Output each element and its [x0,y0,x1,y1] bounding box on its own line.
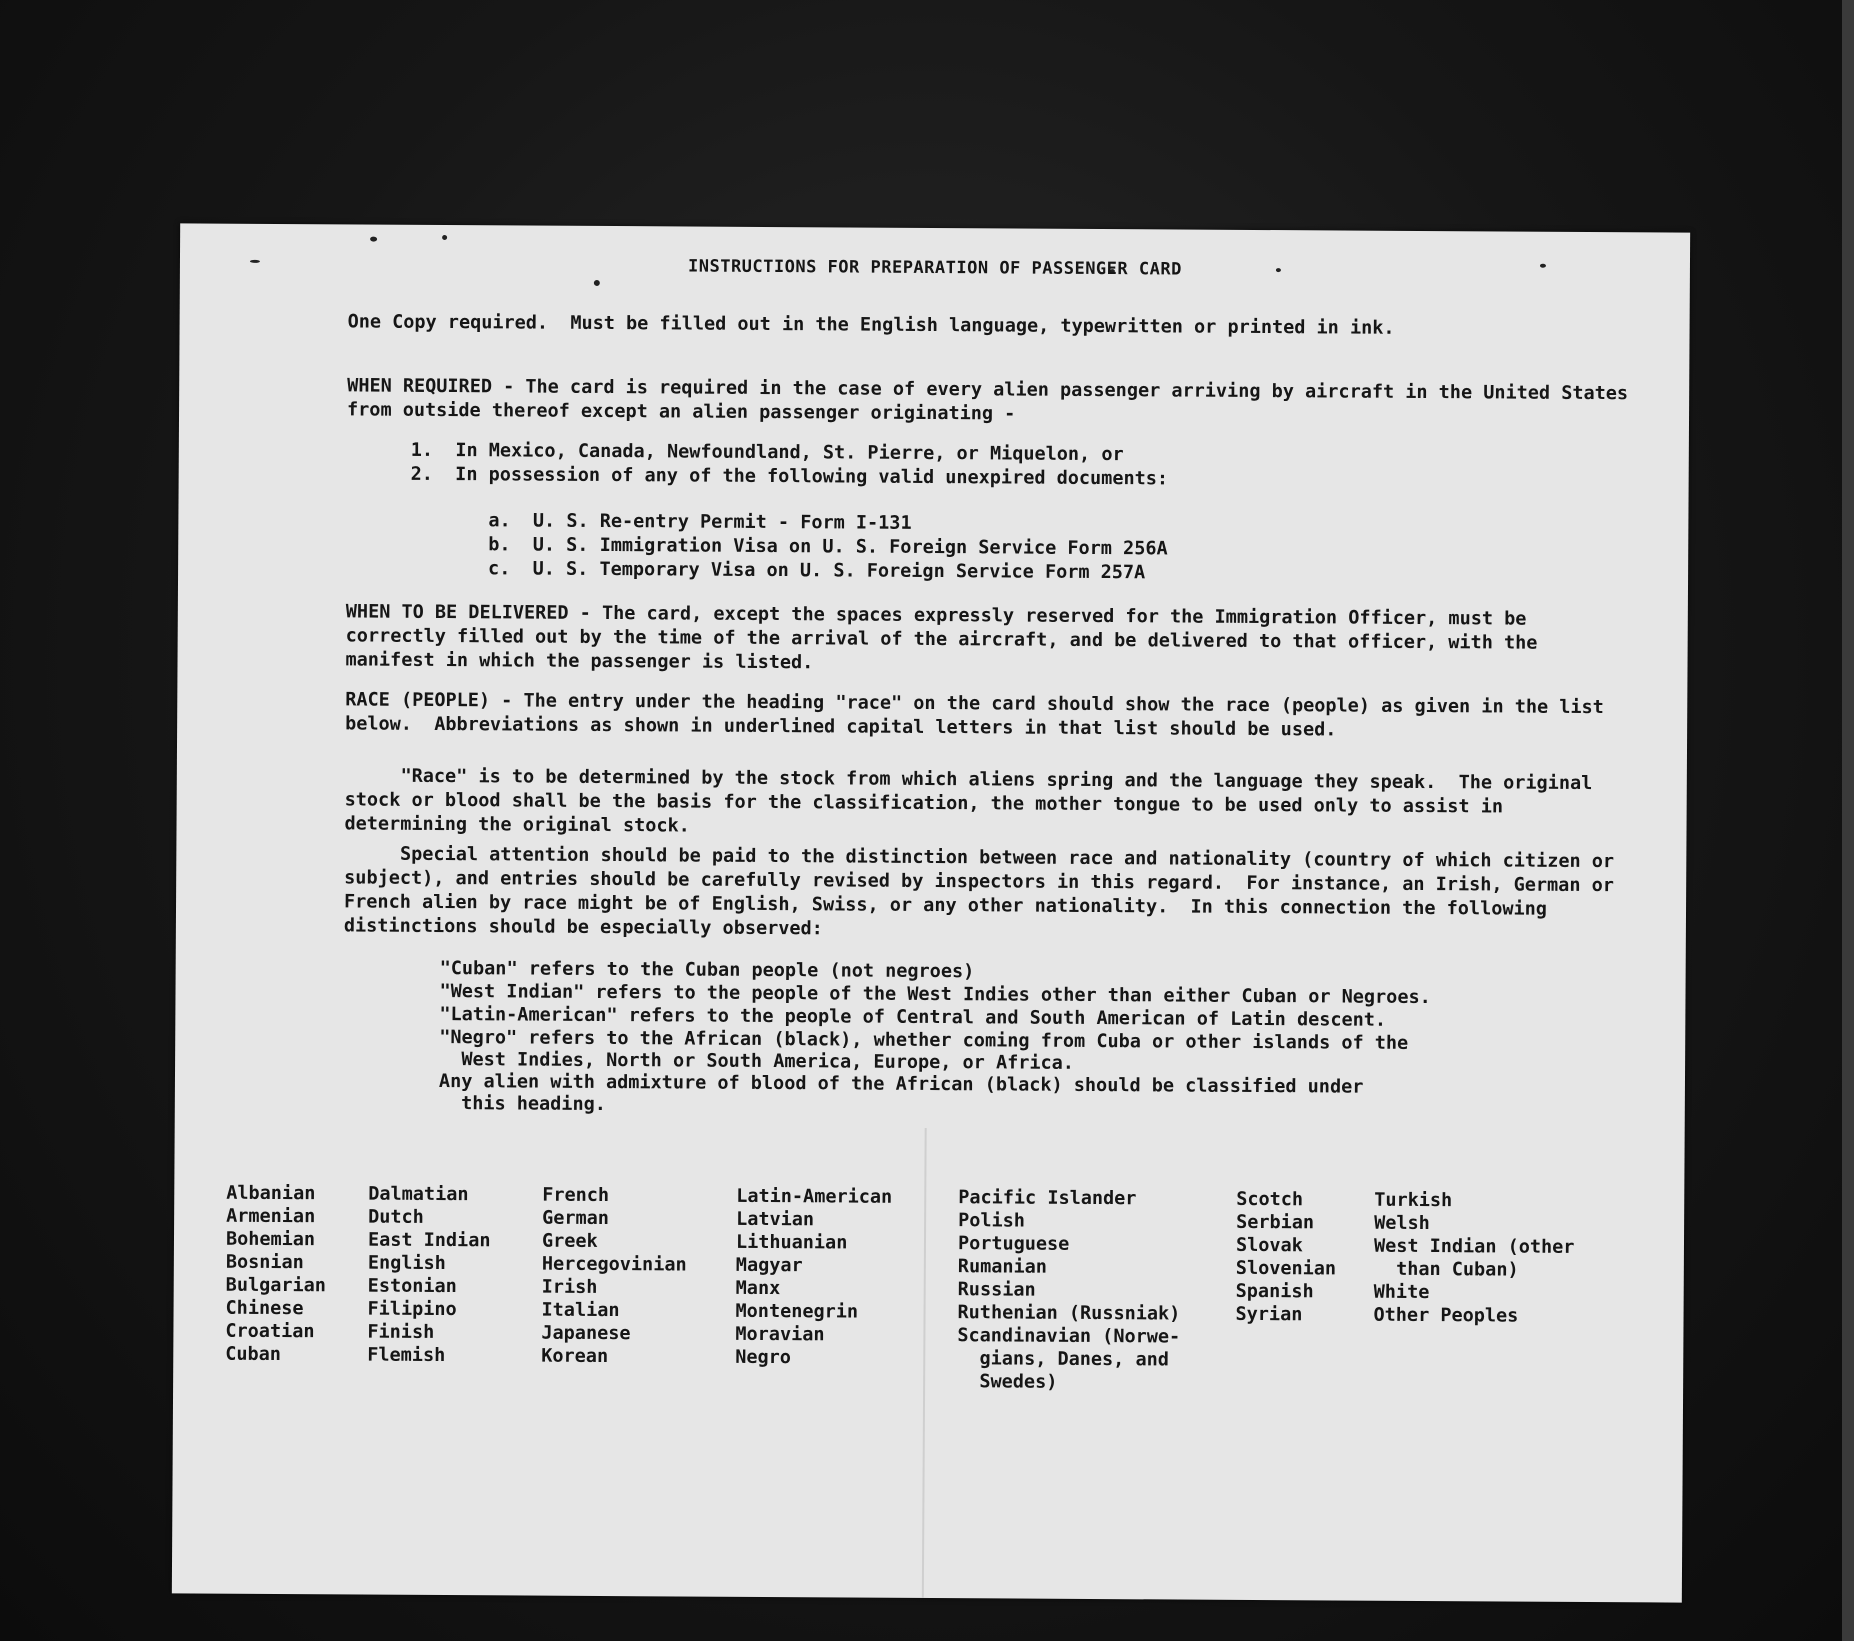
race-entry: Portuguese [957,1233,1070,1255]
copy-paragraph: One Copy required. Must be filled out in the English language, typewritten or printed in ink. [347,311,1395,339]
ink-speck [442,235,447,240]
race-entry: Slovenian [1235,1257,1337,1280]
race-entry: Flemish [367,1344,446,1367]
distinction-line: Any alien with admixture of blood of the African (black) should be classified under [438,1070,1364,1098]
race-entry: Pacific Islander [958,1187,1137,1210]
race-entry: Bohemian [225,1228,316,1251]
race-entry: Estonian [367,1275,457,1298]
race-entry: Syrian [1235,1303,1303,1326]
race-entry: Negro [735,1346,792,1369]
race-entry: Scotch [1236,1188,1304,1211]
distinction-line: "Latin-American" refers to the people of Central and South American of Latin descent. [439,1003,1387,1031]
race-entry: Serbian [1236,1211,1315,1234]
race-entry: Lithuanian [735,1231,848,1254]
race-entry: Spanish [1235,1280,1314,1303]
race-list-column-1 [225,1182,326,1367]
race-entry: French [542,1184,610,1207]
distinction-line: "Negro" refers to the African (black), whether coming from Cuba or other islands of the [439,1026,1409,1054]
paper-fold-line [922,1128,927,1598]
race-entry: East Indian [367,1229,491,1252]
race-entry: Bosnian [225,1251,304,1274]
ink-speck [370,237,377,242]
race-list-column-4 [735,1185,892,1370]
race-entry: Croatian [225,1320,315,1343]
race-entry: Cuban [225,1343,282,1366]
race-entry: Welsh [1374,1212,1430,1235]
race-entry: Chinese [225,1297,304,1320]
race-entry: Dalmatian [368,1183,469,1206]
race-entry: Hercegovinian [541,1253,687,1276]
scan-edge [1842,0,1854,1641]
race-entry: White [1373,1281,1430,1304]
race-determined-paragraph: "Race" is to be determined by the stock from which aliens spring and the language they speak. The original stock or blood shall be the basis for the classification, the mother tongue to be used only to assist in determining the original stock. [344,765,1604,837]
race-entry: Greek [541,1230,598,1252]
race-entry: West Indian (other [1373,1235,1575,1258]
race-entry: Filipino [367,1298,457,1321]
race-entry: Albanian [226,1182,316,1205]
document-item: b. U. S. Immigration Visa on U. S. Foreign Service Form 256A [488,534,1168,560]
race-entry: Armenian [226,1205,316,1228]
race-list-column-6 [1235,1188,1336,1327]
race-entry: Polish [958,1210,1026,1232]
race-entry: Turkish [1374,1189,1453,1212]
race-entry: Manx [735,1277,781,1300]
race-entry: German [542,1207,610,1230]
race-entry: Other Peoples [1373,1304,1519,1327]
race-entry: Finish [367,1321,435,1343]
distinction-line: West Indies, North or South America, Europe, or Africa. [439,1048,1075,1074]
race-entry: English [367,1252,446,1275]
origin-item: 1. In Mexico, Canada, Newfoundland, St. Pierre, or Miquelon, or [410,439,1124,466]
document-item: c. U. S. Temporary Visa on U. S. Foreign Service Form 257A [488,558,1146,584]
race-entry: Magyar [735,1254,803,1277]
page-title: INSTRUCTIONS FOR PREPARATION OF PASSENGER CARD [687,256,1182,280]
origin-item: 2. In possession of any of the following valid unexpired documents: [410,463,1169,490]
race-list-column-5 [957,1186,1181,1394]
race-list-column-3 [541,1184,687,1369]
race-entry: Korean [541,1345,609,1368]
race-entry: Italian [541,1299,620,1322]
when-delivered-paragraph: WHEN TO BE DELIVERED - The card, except the spaces expressly reserved for the Immigration Officer, must be correctly filled out by the time of the arrival of the aircraft, and be delivered to that officer, with the manifest in which the passenger is listed. [345,601,1549,674]
race-entry: Rumanian [957,1256,1048,1278]
race-entry: Dutch [368,1206,424,1228]
ink-speck [594,280,600,286]
race-entry: Slovak [1235,1234,1303,1257]
race-list-column-7 [1373,1189,1574,1328]
race-entry: Latvian [736,1208,815,1231]
distinction-line: this heading. [438,1092,606,1116]
special-attention-paragraph: Special attention should be paid to the distinction between race and nationality (country of which citizen or subject), and entries should be carefully revised by inspectors in this regard. For instance, an Irish, German or French alien by race might be of English, Swiss, or any other nationality. In this connection the following distinctions should be especially observed: [343,843,1626,940]
document-page [172,223,1690,1602]
race-people-paragraph: RACE (PEOPLE) - The entry under the heading "race" on the card should show the race (people) as given in the list below. Abbreviations as shown in underlined capital letters in that list should be used. [345,689,1616,741]
race-entry: Irish [541,1276,598,1298]
race-entry: Russian [957,1279,1036,1301]
document-item: a. U. S. Re-entry Permit - Form I-131 [488,510,912,534]
race-entry: Moravian [735,1323,825,1346]
race-entry: Montenegrin [735,1300,859,1323]
race-entry: Ruthenian (Russniak) [957,1302,1181,1325]
race-entry: gians, Danes, and [957,1348,1169,1371]
race-entry: Bulgarian [225,1274,327,1297]
distinction-line: "Cuban" refers to the Cuban people (not negroes) [439,957,975,983]
when-required-paragraph: WHEN REQUIRED - The card is required in the case of every alien passenger arriving by aircraft in the United States from outside thereof except an alien passenger originating - [346,375,1640,425]
race-entry: Swedes) [957,1371,1058,1393]
race-entry: Japanese [541,1322,631,1345]
race-entry: than Cuban) [1373,1258,1519,1281]
distinction-line: "West Indian" refers to the people of the West Indies other than either Cuban or Negroes. [439,980,1431,1009]
race-entry: Scandinavian (Norwe- [957,1325,1181,1348]
race-entry: Latin-American [736,1185,893,1208]
race-list-column-2 [367,1183,491,1368]
